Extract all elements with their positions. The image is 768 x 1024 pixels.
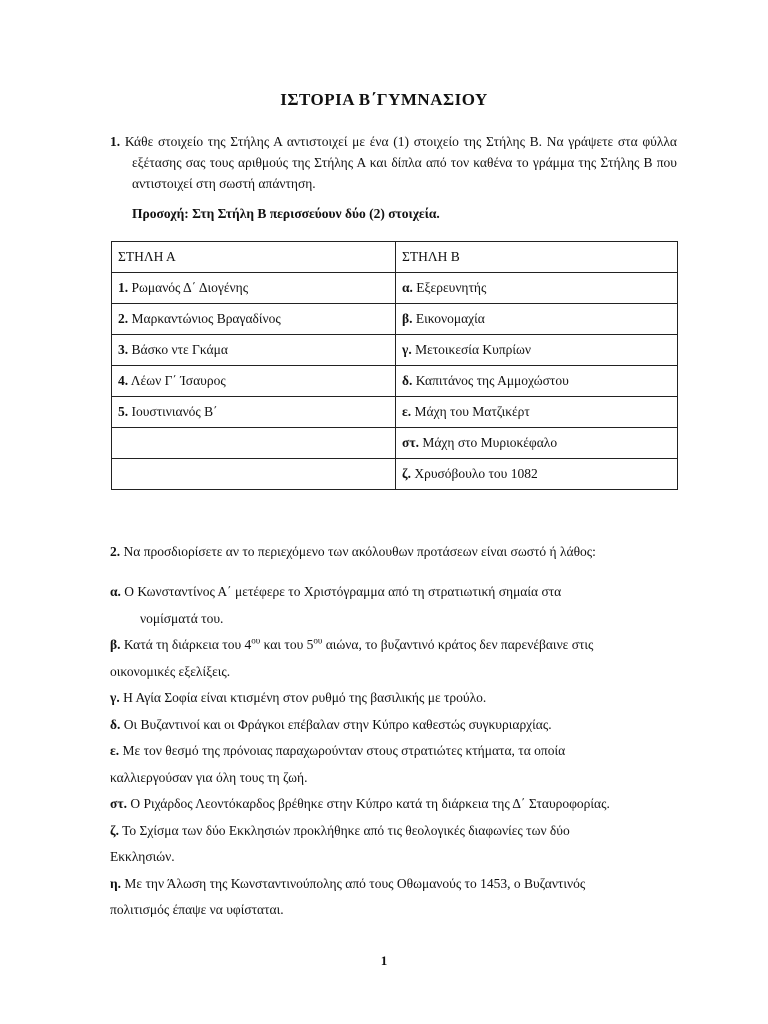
question-1	[110, 131, 677, 194]
column-b-cell	[396, 397, 678, 428]
statement-text: Ο Κωνσταντίνος Α΄ μετέφερε το Χριστόγραμμα από τη στρατιωτική σημαία στα	[120, 584, 562, 599]
statement-z-continued: Εκκλησιών.	[110, 849, 175, 864]
table-row	[112, 366, 678, 397]
column-b-cell	[396, 459, 678, 490]
statement-text: Με τον θεσμό της πρόνοιας παραχωρούνταν στους στρατιώτες κτήματα, τα οποία	[119, 743, 566, 758]
column-a-text: Μαρκαντώνιος Βραγαδίνος	[128, 311, 281, 326]
question-2-number: 2.	[110, 544, 121, 559]
page-title: ΙΣΤΟΡΙΑ Β΄ΓΥΜΝΑΣΙΟΥ	[280, 90, 488, 109]
statement-text: Το Σχίσμα των δύο Εκκλησιών προκλήθηκε από τις θεολογικές διαφωνίες των δύο	[118, 822, 570, 838]
question-1-body: Κάθε στοιχείο της Στήλης Α αντιστοιχεί με ένα (1) στοιχείο της Στήλης Β. Να γράψετε στα φύλλα εξέτασης σας τους αριθμούς της Στήλης Α και δίπλα από τον καθένα το γράμμα της Στήλης Β που αντιστοιχεί στη σωστή απάντηση.	[124, 134, 677, 191]
table-row	[112, 397, 678, 428]
column-a-number: 1.	[118, 280, 129, 295]
statement-st	[110, 791, 677, 818]
question-2	[110, 544, 596, 560]
statement-key: γ.	[110, 690, 120, 705]
statement-h-continued: πολιτισμός έπαψε να υφίσταται.	[110, 902, 284, 917]
table-row	[112, 459, 678, 490]
column-b-cell	[396, 304, 678, 335]
column-a-number: 2.	[118, 311, 129, 326]
column-a-cell	[112, 335, 396, 366]
page-number: 1	[380, 953, 388, 968]
column-b-cell	[396, 335, 678, 366]
statement-e	[110, 738, 677, 765]
column-b-text: Μάχη στο Μυριοκέφαλο	[418, 435, 558, 450]
column-b-text: Μετοικεσία Κυπρίων	[411, 342, 531, 357]
question-2-text: Να προσδιορίσετε αν το περιεχόμενο των ακόλουθων προτάσεων είναι σωστό ή λάθος:	[120, 544, 596, 559]
true-false-statements	[110, 579, 677, 924]
statement-e-continued: καλλιεργούσαν για όλη τους τη ζωή.	[110, 769, 308, 785]
column-b-key: α.	[402, 280, 413, 295]
column-b-key: ζ.	[402, 466, 411, 481]
statement-key: ζ.	[110, 822, 119, 838]
statement-h	[110, 871, 677, 898]
column-a-number: 4.	[118, 373, 129, 388]
column-b-cell	[396, 428, 678, 459]
table-row	[112, 428, 678, 459]
column-b-text: Εικονομαχία	[412, 311, 485, 326]
column-b-text: Μάχη του Ματζικέρτ	[411, 404, 530, 419]
column-b-text: Εξερευνητής	[412, 280, 487, 295]
column-b-key: στ.	[402, 435, 419, 450]
column-b-key: β.	[402, 311, 413, 326]
header-column-b: ΣΤΗΛΗ Β	[396, 242, 678, 273]
column-b-key: δ.	[402, 373, 413, 388]
statement-key: στ.	[110, 796, 127, 811]
column-a-text: Ιουστινιανός Β΄	[128, 404, 218, 419]
statement-b	[110, 632, 677, 659]
superscript: ου	[251, 635, 261, 646]
column-b-key: ε.	[402, 404, 412, 419]
statement-key: δ.	[110, 716, 121, 732]
statement-text: Η Αγία Σοφία είναι κτισμένη στον ρυθμό της βασιλικής με τρούλο.	[119, 690, 487, 705]
column-b-cell	[396, 366, 678, 397]
statement-text: Με την Άλωση της Κωνσταντινούπολης από τους Οθωμανούς το 1453, ο Βυζαντινός	[121, 875, 586, 891]
statement-g	[110, 685, 677, 712]
statement-z	[110, 818, 677, 845]
table-header-row	[112, 242, 678, 273]
column-a-cell	[112, 397, 396, 428]
column-a-text: Λέων Γ΄ Ίσαυρος	[128, 373, 226, 388]
header-column-a: ΣΤΗΛΗ Α	[112, 242, 396, 273]
column-a-cell	[112, 428, 396, 459]
statement-a	[110, 579, 677, 606]
statement-text: Οι Βυζαντινοί και οι Φράγκοι επέβαλαν στην Κύπρο καθεστώς συγκυριαρχίας.	[120, 716, 552, 732]
table-row	[112, 304, 678, 335]
statement-text: Ο Ριχάρδος Λεοντόκαρδος βρέθηκε στην Κύπρο κατά τη διάρκεια της Δ΄ Σταυροφορίας.	[126, 796, 610, 811]
column-a-number: 3.	[118, 342, 129, 357]
column-a-cell	[112, 273, 396, 304]
column-a-text: Ρωμανός Δ΄ Διογένης	[128, 280, 249, 295]
statement-key: ε.	[110, 743, 120, 758]
statement-key: α.	[110, 584, 121, 599]
column-b-cell	[396, 273, 678, 304]
column-a-cell	[112, 304, 396, 335]
column-b-text: Χρυσόβουλο του 1082	[410, 466, 538, 481]
column-a-cell	[112, 459, 396, 490]
question-1-text	[110, 131, 677, 194]
matching-table	[111, 241, 678, 490]
column-b-key: γ.	[402, 342, 412, 357]
table-row	[112, 273, 678, 304]
superscript: ου	[313, 635, 323, 646]
statement-b-continued: οικονομικές εξελίξεις.	[110, 663, 231, 679]
statement-text: και του 5	[260, 637, 314, 652]
statement-text: Κατά τη διάρκεια του 4	[120, 637, 252, 652]
column-a-text: Βάσκο ντε Γκάμα	[128, 342, 228, 357]
column-a-number: 5.	[118, 404, 129, 419]
statement-text: αιώνα, το βυζαντινό κράτος δεν παρενέβαινε στις	[322, 637, 594, 652]
statement-a-continued: νομίσματά του.	[140, 610, 224, 626]
question-1-note: Προσοχή: Στη Στήλη Β περισσεύουν δύο (2) στοιχεία.	[132, 206, 440, 221]
column-b-text: Καπιτάνος της Αμμοχώστου	[412, 373, 569, 388]
question-1-number: 1.	[110, 134, 121, 149]
table-row	[112, 335, 678, 366]
statement-key: β.	[110, 637, 121, 652]
statement-key: η.	[110, 875, 122, 891]
column-a-cell	[112, 366, 396, 397]
statement-d	[110, 712, 677, 739]
